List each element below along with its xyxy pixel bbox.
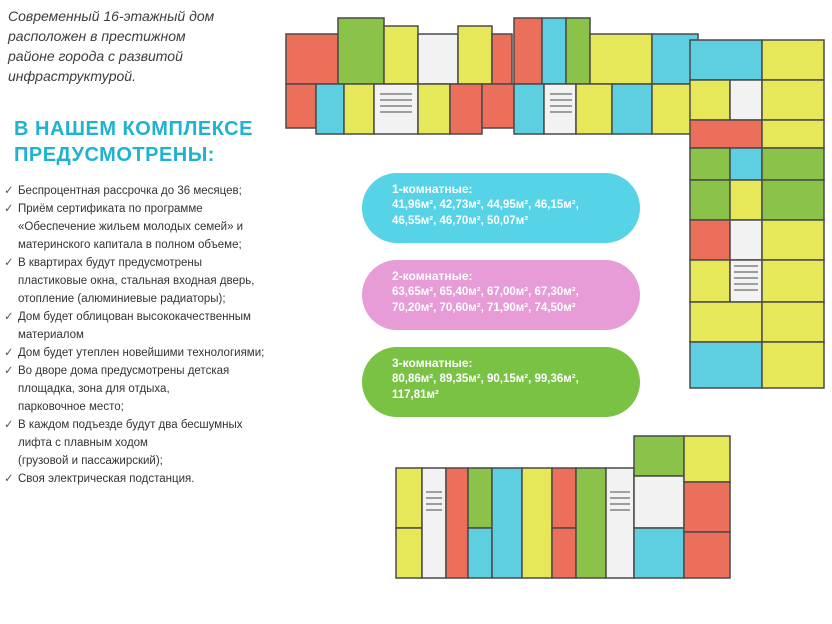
two-room-title: 2-комнатные: xyxy=(392,269,473,283)
three-room-areas-line1: 80,86м², 89,35м², 90,15м², 99,36м², xyxy=(392,373,579,385)
one-room-areas-line2: 46,55м², 46,70м², 50,07м² xyxy=(392,215,529,227)
three-room-areas-line2: 117,81м² xyxy=(392,389,439,401)
feature-line: Дом будет облицован высококачественным xyxy=(18,311,251,323)
features-list xyxy=(4,182,359,488)
one-room-areas-line1: 41,96м², 42,73м², 44,95м², 46,15м², xyxy=(392,199,579,211)
check-icon: ✓ xyxy=(4,311,14,323)
feature-item xyxy=(4,254,359,308)
feature-line: Своя электрическая подстанция. xyxy=(18,473,195,485)
floor-plan-right-drawing xyxy=(684,34,828,394)
feature-line: лифта с плавным ходом xyxy=(18,437,148,449)
feature-line: пластиковые окна, стальная входная дверь, xyxy=(18,275,255,287)
two-room-apartments xyxy=(362,260,640,330)
feature-line: материнского капитала в полном объеме; xyxy=(18,239,242,251)
section-heading xyxy=(14,116,284,168)
floor-plan-top-drawing xyxy=(282,14,702,142)
check-icon: ✓ xyxy=(4,347,14,359)
feature-line: В квартирах будут предусмотрены xyxy=(18,257,203,269)
feature-line: «Обеспечение жильем молодых семей» и xyxy=(18,221,244,233)
feature-line: отопление (алюминиевые радиаторы); xyxy=(18,293,226,305)
feature-line: Приём сертификата по программе xyxy=(18,203,203,215)
heading-line: ПРЕДУСМОТРЕНЫ: xyxy=(14,144,215,166)
floor-plan-bottom-drawing xyxy=(394,432,734,592)
intro-line: расположен в престижном xyxy=(8,28,186,44)
feature-line: Во дворе дома предусмотрены детская xyxy=(18,365,230,377)
feature-line: В каждом подъезде будут два бесшумных xyxy=(18,419,243,431)
one-room-title: 1-комнатные: xyxy=(392,182,473,196)
feature-item xyxy=(4,344,359,362)
check-icon: ✓ xyxy=(4,185,14,197)
feature-line: площадка, зона для отдыха, xyxy=(18,383,170,395)
feature-line: (грузовой и пассажирский); xyxy=(18,455,163,467)
floor-plan-right xyxy=(684,34,828,394)
three-room-apartments xyxy=(362,347,640,417)
floor-plan-bottom xyxy=(394,432,734,592)
feature-item xyxy=(4,182,359,200)
feature-line: Дом будет утеплен новейшими технологиями; xyxy=(18,347,265,359)
feature-item xyxy=(4,416,359,470)
check-icon: ✓ xyxy=(4,419,14,431)
check-icon: ✓ xyxy=(4,365,14,377)
two-room-areas-line1: 63,65м², 65,40м², 67,00м², 67,30м², xyxy=(392,286,579,298)
check-icon: ✓ xyxy=(4,203,14,215)
feature-line: материалом xyxy=(18,329,84,341)
feature-item xyxy=(4,362,359,416)
one-room-apartments xyxy=(362,173,640,243)
feature-item xyxy=(4,200,359,254)
intro-text xyxy=(8,6,278,86)
floor-plan-top xyxy=(282,14,702,142)
heading-line: В НАШЕМ КОМПЛЕКСЕ xyxy=(14,118,253,140)
check-icon: ✓ xyxy=(4,473,14,485)
check-icon: ✓ xyxy=(4,257,14,269)
feature-item xyxy=(4,308,359,344)
intro-line: районе города с развитой xyxy=(8,48,183,64)
intro-line: Современный 16-этажный дом xyxy=(8,8,215,24)
intro-line: инфраструктурой. xyxy=(8,68,136,84)
feature-line: Беспроцентная рассрочка до 36 месяцев; xyxy=(18,185,242,197)
three-room-title: 3-комнатные: xyxy=(392,356,473,370)
feature-line: парковочное место; xyxy=(18,401,124,413)
two-room-areas-line2: 70,20м², 70,60м², 71,90м², 74,50м² xyxy=(392,302,576,314)
feature-item xyxy=(4,470,359,488)
